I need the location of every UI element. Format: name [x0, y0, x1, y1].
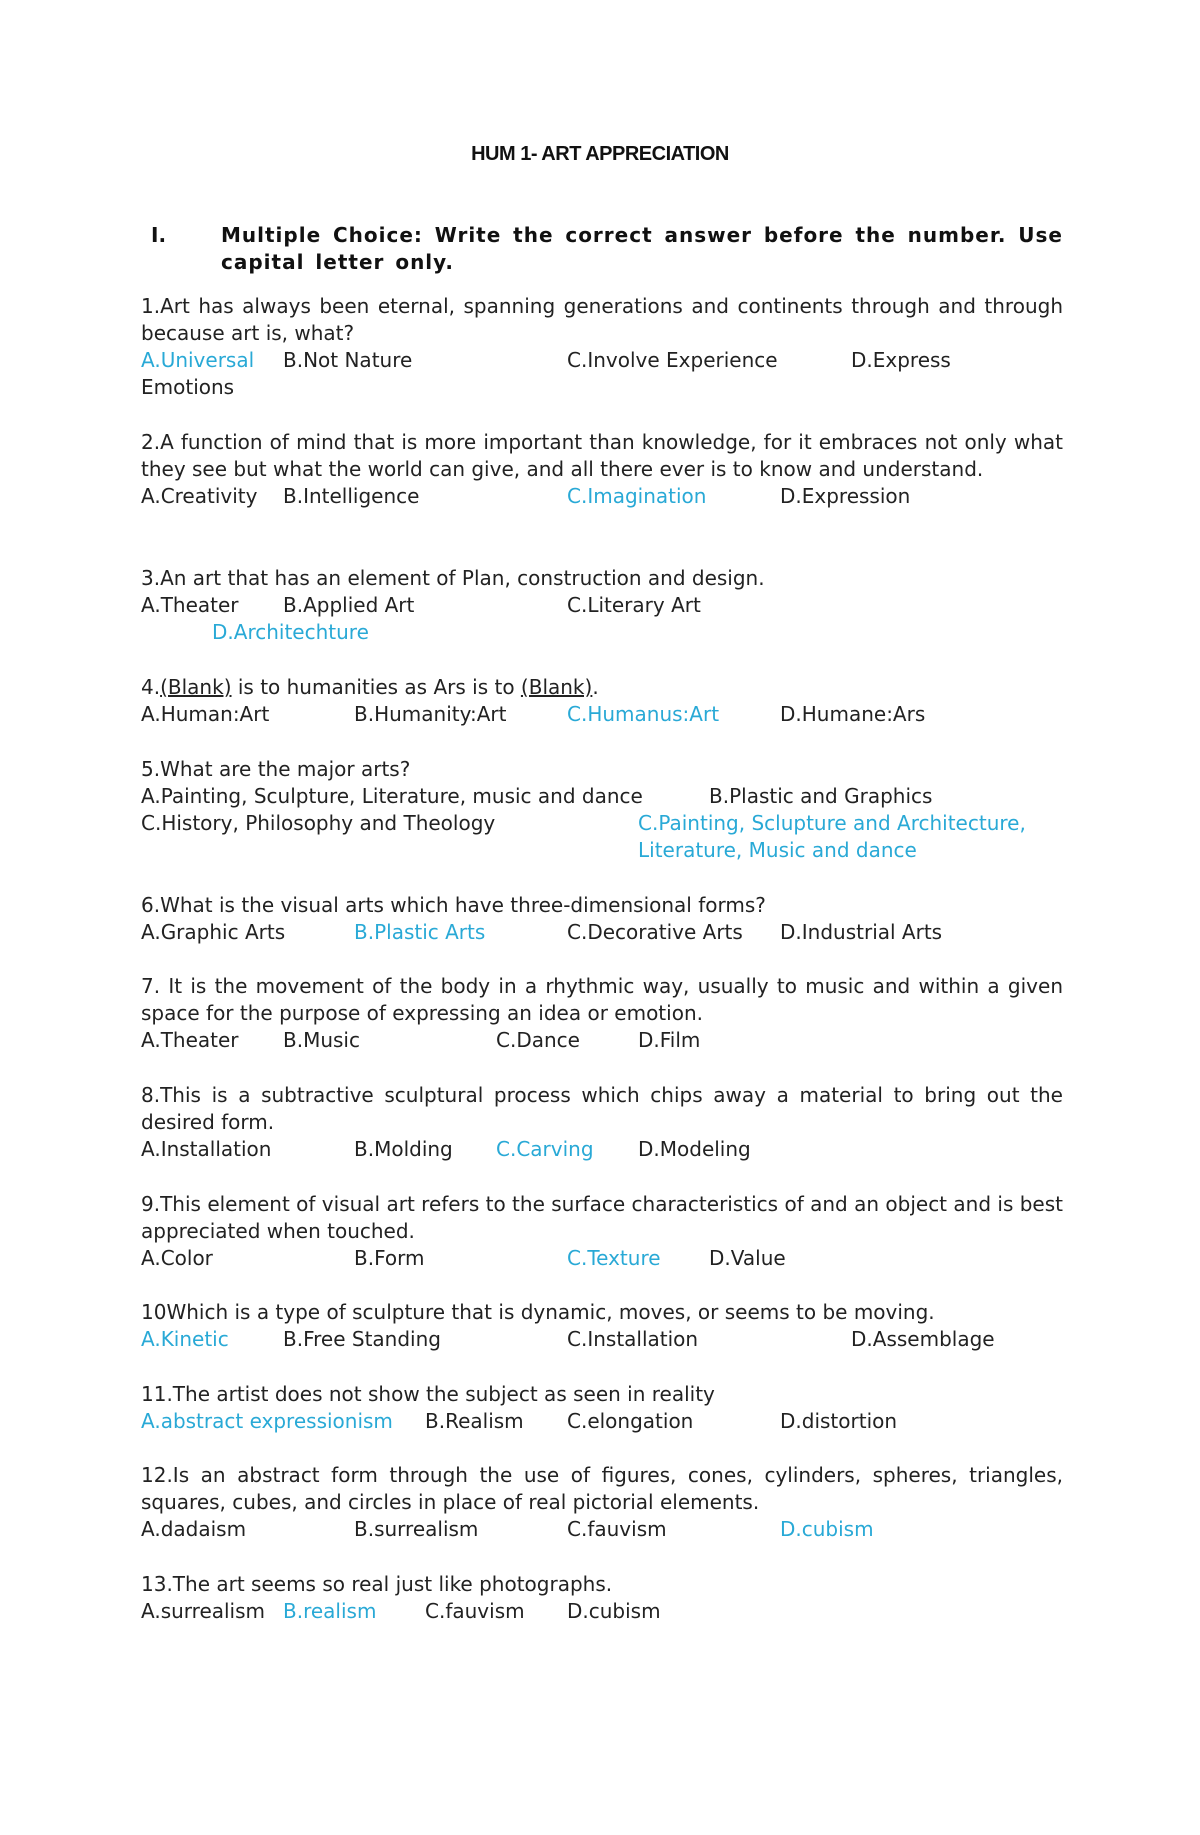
- option-a: A.Theater: [141, 1028, 239, 1052]
- option-row: [141, 1516, 1063, 1543]
- blank-2: (Blank): [520, 675, 593, 699]
- question-9: [141, 1191, 1063, 1272]
- option-a: A.Installation: [141, 1137, 272, 1161]
- option-a: A.Painting, Sculpture, Literature, music and dance: [141, 784, 643, 808]
- option-d: D.Assemblage: [851, 1327, 995, 1351]
- option-a: A.Graphic Arts: [141, 920, 286, 944]
- question-13: [141, 1571, 1063, 1625]
- option-row: [141, 919, 1063, 946]
- option-c: C.fauvism: [425, 1599, 525, 1623]
- option-b: B.Plastic and Graphics: [709, 784, 933, 808]
- option-c: C.History, Philosophy and Theology: [141, 811, 496, 835]
- option-d: D.Express: [851, 348, 951, 372]
- option-d: D.cubism: [567, 1599, 661, 1623]
- option-row: [141, 483, 1063, 510]
- option-b: B.Molding: [354, 1137, 453, 1161]
- question-6: [141, 892, 1063, 946]
- question-text: 6.What is the visual arts which have three-dimensional forms?: [141, 893, 766, 917]
- option-c: C.Humanus:Art: [567, 702, 720, 726]
- question-text: 3.An art that has an element of Plan, construction and design.: [141, 566, 765, 590]
- option-c: C.elongation: [567, 1409, 694, 1433]
- option-b: B.Music: [283, 1028, 360, 1052]
- option-row: [141, 1326, 1063, 1353]
- option-b: B.Applied Art: [283, 593, 415, 617]
- option-c-answer-continued: Literature, Music and dance: [638, 838, 917, 862]
- option-a: A.abstract expressionism: [141, 1409, 393, 1433]
- question-text: 12.Is an abstract form through the use of figures, cones, cylinders, spheres, triangles, squares, cubes, and circles in place of real pictorial elements.: [141, 1463, 1063, 1514]
- option-row-continued: [141, 619, 1063, 646]
- option-b: B.Intelligence: [283, 484, 420, 508]
- option-row: [141, 701, 1063, 728]
- option-row: [141, 1027, 1063, 1054]
- question-text: 9.This element of visual art refers to the surface characteristics of and an object and is best appreciated when touched.: [141, 1192, 1063, 1243]
- option-b: B.Humanity:Art: [354, 702, 507, 726]
- option-b: B.Form: [354, 1246, 425, 1270]
- question-7: [141, 973, 1063, 1054]
- question-end: .: [592, 675, 599, 699]
- option-d: D.Value: [709, 1246, 786, 1270]
- question-3: [141, 565, 1063, 646]
- option-d: D.Industrial Arts: [780, 920, 943, 944]
- option-a: A.Theater: [141, 593, 239, 617]
- option-c: C.Imagination: [567, 484, 707, 508]
- question-12: [141, 1462, 1063, 1543]
- option-row-2: [141, 810, 1063, 837]
- question-text: 11.The artist does not show the subject as seen in reality: [141, 1382, 715, 1406]
- option-c: C.fauvism: [567, 1517, 667, 1541]
- question-text: [141, 674, 1063, 701]
- question-11: [141, 1381, 1063, 1435]
- question-5: [141, 756, 1063, 864]
- option-row: [141, 1245, 1063, 1272]
- option-c: C.Carving: [496, 1137, 594, 1161]
- option-a: A.Creativity: [141, 484, 258, 508]
- question-number: 4.: [141, 675, 161, 699]
- option-row: [141, 592, 1063, 619]
- option-c: C.Dance: [496, 1028, 580, 1052]
- question-text: 2.A function of mind that is more important than knowledge, for it embraces not only what they see but what the world can give, and all there ever is to know and understand.: [141, 430, 1063, 481]
- option-a: A.Kinetic: [141, 1327, 229, 1351]
- option-a: A.dadaism: [141, 1517, 247, 1541]
- option-c: C.Installation: [567, 1327, 699, 1351]
- option-b: B.Not Nature: [283, 348, 413, 372]
- blank-1: (Blank): [160, 675, 232, 699]
- section-number: I.: [151, 223, 167, 247]
- question-text: 13.The art seems so real just like photographs.: [141, 1572, 613, 1596]
- option-b: B.Realism: [425, 1409, 524, 1433]
- option-b: B.surrealism: [354, 1517, 479, 1541]
- question-text: 8.This is a subtractive sculptural process which chips away a material to bring out the desired form.: [141, 1083, 1063, 1134]
- option-d: D.cubism: [780, 1517, 874, 1541]
- page-title: HUM 1- ART APPRECIATION: [471, 143, 729, 165]
- question-10: [141, 1299, 1063, 1353]
- option-row-continued: [141, 374, 1063, 401]
- option-row: [141, 1408, 1063, 1435]
- option-d: D.Architechture: [212, 620, 369, 644]
- option-d: D.Film: [638, 1028, 701, 1052]
- question-text: 7. It is the movement of the body in a rhythmic way, usually to music and within a given space for the purpose of expressing an idea or emotion.: [141, 974, 1063, 1025]
- option-a: A.Universal: [141, 348, 255, 372]
- option-a: A.Color: [141, 1246, 213, 1270]
- question-1: [141, 293, 1063, 401]
- option-c-answer: C.Painting, Sclupture and Architecture,: [638, 811, 1026, 835]
- option-d: D.Modeling: [638, 1137, 751, 1161]
- option-row: [141, 783, 1063, 810]
- option-row-continued: [141, 837, 1063, 864]
- option-a: A.surrealism: [141, 1599, 266, 1623]
- option-c: C.Decorative Arts: [567, 920, 743, 944]
- option-row: [141, 347, 1063, 374]
- option-b: B.realism: [283, 1599, 377, 1623]
- option-row: [141, 1136, 1063, 1163]
- instruction-section: [141, 222, 1063, 276]
- question-text: 1.Art has always been eternal, spanning generations and continents through and through because art is, what?: [141, 294, 1063, 345]
- question-middle: is to humanities as Ars is to: [231, 675, 521, 699]
- option-d: D.Humane:Ars: [780, 702, 926, 726]
- option-c: C.Involve Experience: [567, 348, 778, 372]
- option-row: [141, 1598, 1063, 1625]
- option-d: D.distortion: [780, 1409, 898, 1433]
- option-c: C.Texture: [567, 1246, 661, 1270]
- instruction-text: Multiple Choice: Write the correct answer before the number. Use capital letter only.: [221, 223, 1063, 274]
- option-b: B.Plastic Arts: [354, 920, 486, 944]
- option-d: D.Expression: [780, 484, 911, 508]
- option-c: C.Literary Art: [567, 593, 701, 617]
- question-4: [141, 674, 1063, 728]
- option-a: A.Human:Art: [141, 702, 270, 726]
- question-8: [141, 1082, 1063, 1163]
- question-text: 10Which is a type of sculpture that is dynamic, moves, or seems to be moving.: [141, 1300, 935, 1324]
- option-b: B.Free Standing: [283, 1327, 441, 1351]
- question-text: 5.What are the major arts?: [141, 757, 411, 781]
- question-2: [141, 429, 1063, 510]
- option-d-continued: Emotions: [141, 375, 235, 399]
